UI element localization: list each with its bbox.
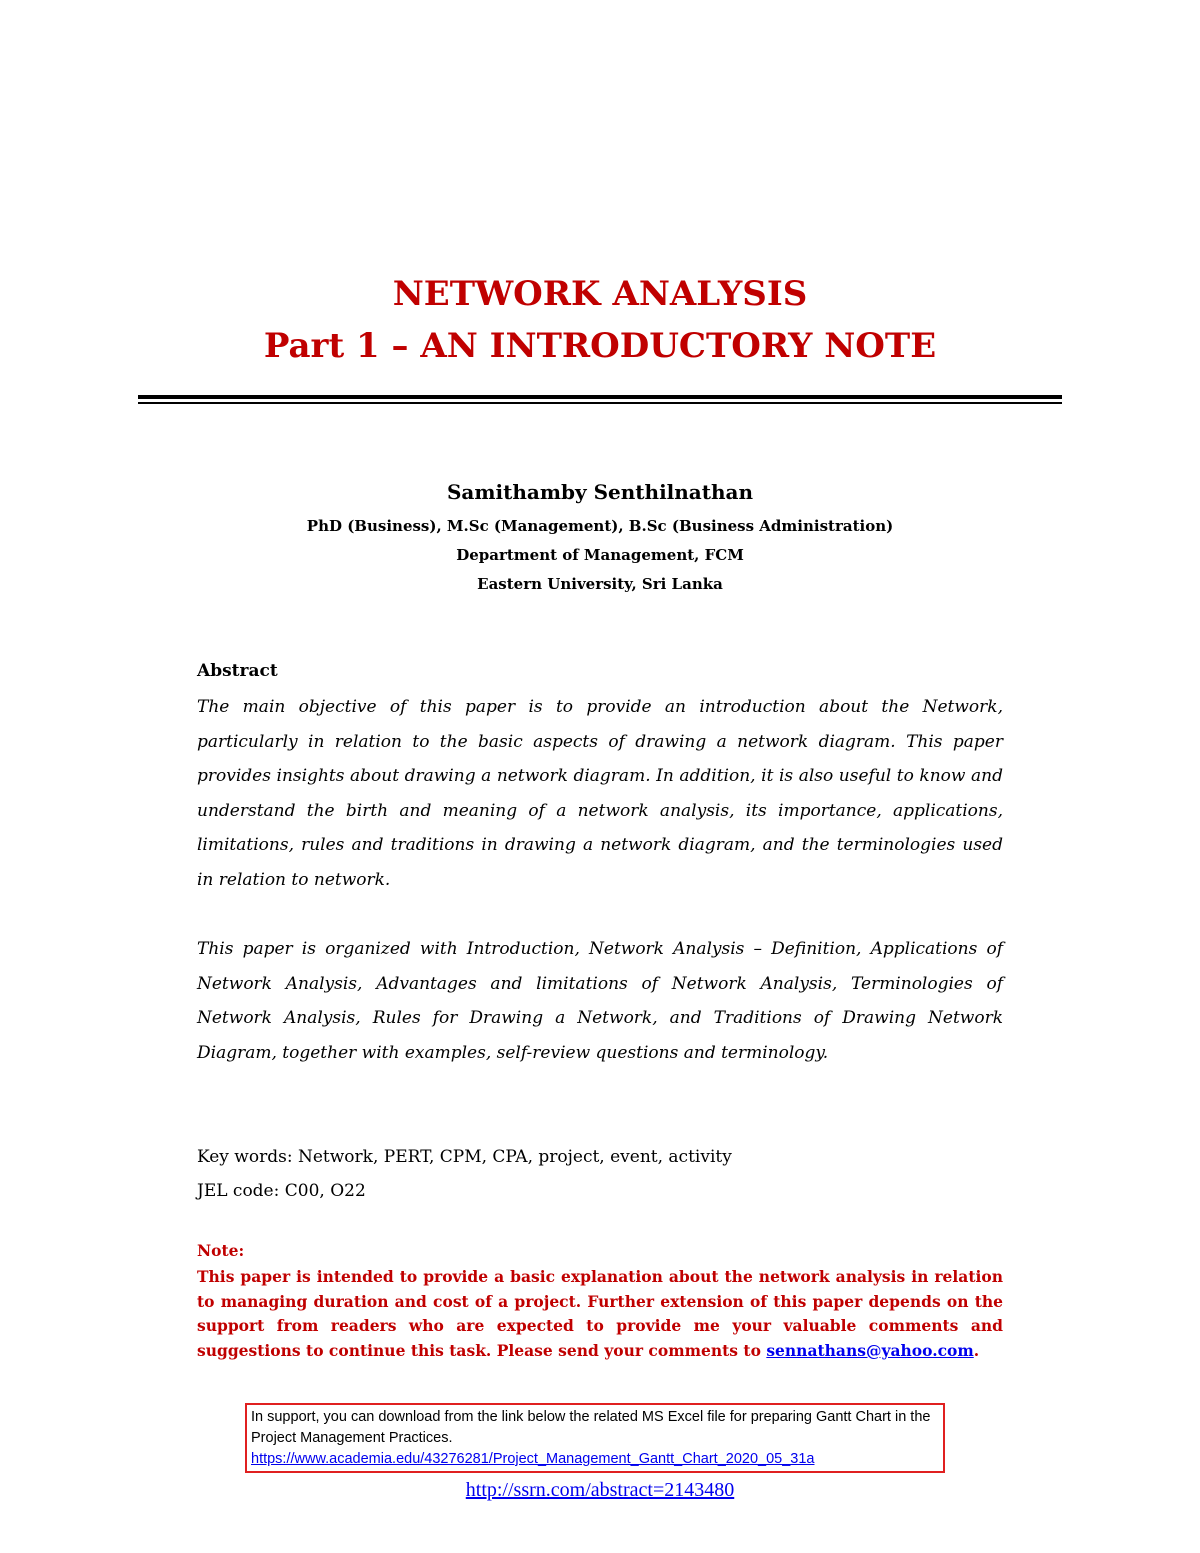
author-name: Samithamby Senthilnathan <box>446 480 754 504</box>
support-text: In support, you can download from the link below the related MS Excel file for preparing Gantt Chart in the Project Management Practices. <box>251 1409 931 1446</box>
abstract-heading: Abstract <box>197 661 278 681</box>
title-line-2: Part 1 – AN INTRODUCTORY NOTE <box>263 326 937 366</box>
note-text: This paper is intended to provide a basic explanation about the network analysis in relation to managing duration and cost of a project. Further extension of this paper depends on the support from readers who are expected to provide me your valuable comments and suggestions to continue this task. Please send your comments to <box>197 1267 1003 1360</box>
academia-download-link[interactable]: https://www.academia.edu/43276281/Project_Management_Gantt_Chart_2020_05_31a <box>251 1451 815 1467</box>
note-heading: Note: <box>197 1241 245 1260</box>
title-divider-thick <box>138 395 1062 399</box>
abstract-paragraph-2: This paper is organized with Introduction, Network Analysis – Definition, Applications of Network Analysis, Advantages and limitations of Network Analysis, Terminologies of Network Analysis, Rules for Drawing a Network, and Traditions of Drawing Network Diagram, together with examples, self-review questions and terminology. <box>197 939 1003 1063</box>
title-line-1: NETWORK ANALYSIS <box>392 274 808 314</box>
note-body <box>197 1265 1003 1363</box>
keywords-line: Key words: Network, PERT, CPM, CPA, project, event, activity <box>197 1147 732 1167</box>
jel-code-line: JEL code: C00, O22 <box>197 1181 366 1201</box>
author-degrees: PhD (Business), M.Sc (Management), B.Sc (Business Administration) <box>306 517 894 535</box>
author-department: Department of Management, FCM <box>456 546 744 564</box>
note-end-punct: . <box>973 1340 980 1360</box>
author-university: Eastern University, Sri Lanka <box>477 575 723 593</box>
abstract-paragraph-1: The main objective of this paper is to provide an introduction about the Network, particularly in relation to the basic aspects of drawing a network diagram. This paper provides insights about drawing a network diagram. In addition, it is also useful to know and understand the birth and meaning of a network analysis, its importance, applications, limitations, rules and traditions in drawing a network diagram, and the terminologies used in relation to network. <box>197 697 1003 890</box>
author-email-link[interactable]: sennathans@yahoo.com <box>766 1340 974 1360</box>
support-download-box <box>245 1403 945 1473</box>
title-divider-thin <box>138 402 1062 404</box>
ssrn-abstract-link[interactable]: http://ssrn.com/abstract=2143480 <box>465 1479 735 1501</box>
